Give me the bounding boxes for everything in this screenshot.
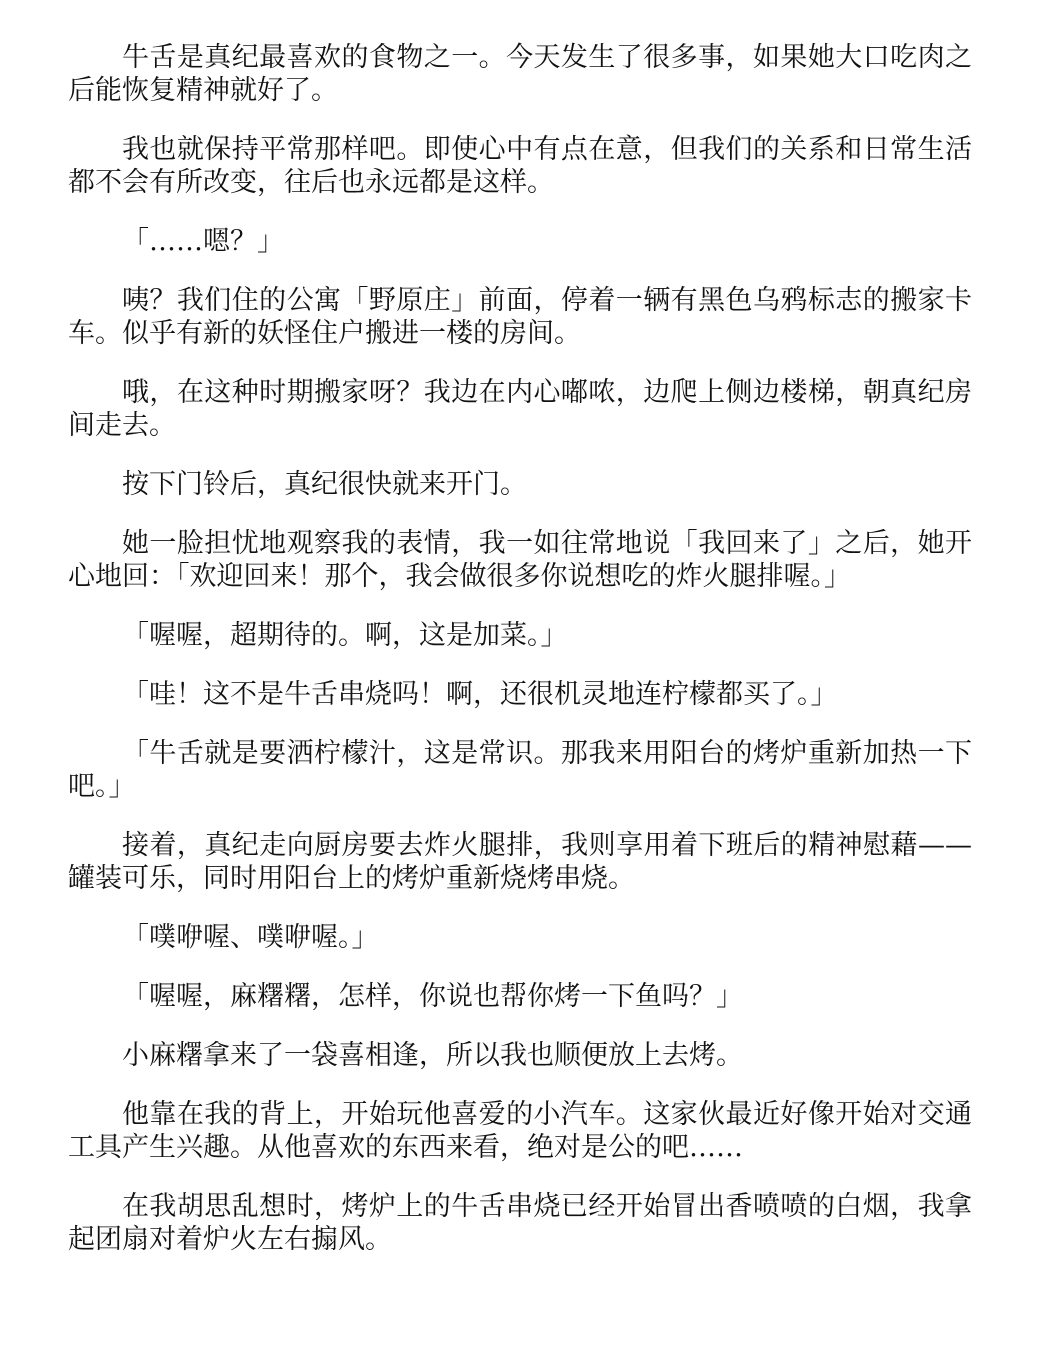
paragraph-10: 「牛舌就是要洒柠檬汁，这是常识。那我来用阳台的烤炉重新加热一下吧。」: [68, 738, 972, 802]
paragraph-15: 他靠在我的背上，开始玩他喜爱的小汽车。这家伙最近好像开始对交通工具产生兴趣。从他喜欢的东西来看，绝对是公的吧……: [68, 1099, 972, 1163]
paragraph-4: 咦？我们住的公寓「野原庄」前面，停着一辆有黑色乌鸦标志的搬家卡车。似乎有新的妖怪住户搬进一楼的房间。: [68, 285, 972, 349]
paragraph-2: 我也就保持平常那样吧。即使心中有点在意，但我们的关系和日常生活都不会有所改变，往后也永远都是这样。: [68, 134, 972, 198]
document-page: [68, 41, 972, 1282]
paragraph-6: 按下门铃后，真纪很快就来开门。: [122, 469, 527, 500]
paragraph-14: 小麻糬拿来了一袋喜相逢，所以我也顺便放上去烤。: [122, 1040, 743, 1071]
paragraph-5: 哦，在这种时期搬家呀？我边在内心嘟哝，边爬上侧边楼梯，朝真纪房间走去。: [68, 377, 972, 441]
paragraph-11: 接着，真纪走向厨房要去炸火腿排，我则享用着下班后的精神慰藉——罐装可乐，同时用阳台上的烤炉重新烧烤串烧。: [68, 830, 972, 894]
paragraph-7: 她一脸担忧地观察我的表情，我一如往常地说「我回来了」之后，她开心地回：「欢迎回来！那个，我会做很多你说想吃的炸火腿排喔。」: [68, 528, 972, 592]
paragraph-1: 牛舌是真纪最喜欢的食物之一。今天发生了很多事，如果她大口吃肉之后能恢复精神就好了。: [68, 42, 972, 106]
paragraph-8: 「喔喔，超期待的。啊，这是加菜。」: [122, 620, 568, 651]
paragraph-12: 「噗咿喔、噗咿喔。」: [122, 922, 379, 953]
paragraph-16: 在我胡思乱想时，烤炉上的牛舌串烧已经开始冒出香喷喷的白烟，我拿起团扇对着炉火左右搧风。: [68, 1191, 972, 1255]
paragraph-9: 「哇！这不是牛舌串烧吗！啊，还很机灵地连柠檬都买了。」: [122, 679, 838, 710]
paragraph-3: 「……嗯？」: [122, 226, 284, 257]
paragraph-13: 「喔喔，麻糬糬，怎样，你说也帮你烤一下鱼吗？」: [122, 981, 743, 1012]
